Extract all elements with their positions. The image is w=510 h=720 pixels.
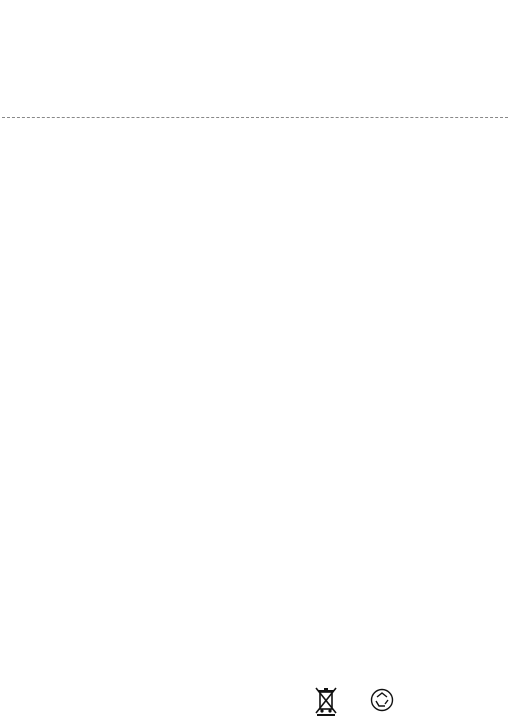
spec-grid <box>2 117 508 672</box>
weee-crossed-bin-icon <box>314 686 338 716</box>
ean-barcode <box>152 693 308 717</box>
recycle-icon <box>370 688 394 712</box>
